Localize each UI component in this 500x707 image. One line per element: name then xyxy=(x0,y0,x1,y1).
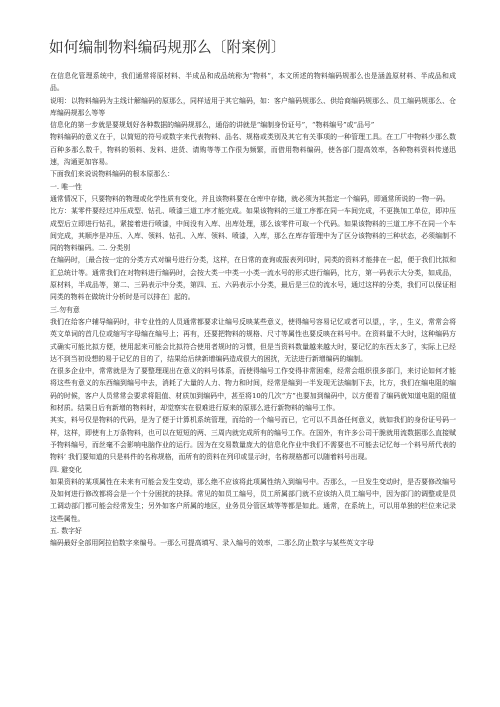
document-title: 如何编制物料编码规那么〔附案例〕 xyxy=(49,39,286,56)
section-heading: 四. 避变化 xyxy=(50,465,82,474)
paragraph: 物料编码的意义在于，以简短的符号或数字来代表物料、品名、规格或类别及其它有关事项的一种管理工具。在工厂中物料少那么数百种多那么数千，物料的领料、发料、进货、请购等等工作很为频繁，而借用物料编码，使各部门提高效率，各种物料资料传递迅速，沟通更加容易。 xyxy=(50,133,456,167)
paragraph: 我们在给客户辅导编码时，非专业性的人员通常都要求让编号反映某些意义，使得编号容易记忆或者可以望，，字，，生义，常常会将英文单词的首几位或缩写字母编在编号上；再有，还要把物料的规格、尺寸等属性也要反映在料号中。在资料量不大时，这种编码方式确实可能比拟方便，使用起来可能会比拟符合使用者规时的习惯，但是当资料数量越来越大时，要记忆的东西太多了，实际上已经达不到当初设想的易于记忆的目的了，结果给后续新增编码造成很大的困扰，无法进行新增编码的编制。 xyxy=(50,317,456,363)
paragraph: 在很多企业中，常常就是为了要整理现出在意义的料号体系，而使得编号工作变得非常困难，经常会组织很多部门，来讨论如何才能将这些有意义的东西编到编号中去，消耗了大量的人力、物力和时间，经常是编到一半发现无法编制下去，比方，我们在编电阻的编码的时候，客户人员常常会要求将阻值、材质加到编码中，甚至将10的几次“方”也要加到编码中，以方便看了编码就知道电阻的阻值和材质。结果日后有新增的物料时，却觉察实在很难进行原来的原那么进行新物料的编号工作。 xyxy=(50,367,456,413)
paragraph: 在编码时，〔最合按一定的分类方式对编号进行分类，这样，在日常的查询或报表列印时，同类的资料才能排在一起，便于我们比拟和汇总统计等。通常我们在对物料进行编码时，会按大类一中类一小类一流水号的形式进行编码，比方，第一码表示大分类，如成品，原材料，半成品等，第二、三码表示中分类，第四、五、六码表示小分类，最后是三位的流水号，通过这样的分类，我们可以保证相同类的物料在做统计分析时是可以排在〕起的。 xyxy=(50,256,456,302)
paragraph: 编码最好全部用阿拉伯数字来编号。一那么可提高填写、录入编号的效率，二那么防止数字与某些英文字母 xyxy=(50,539,374,548)
paragraph: 信息化的第一步就是要规划好各种数据的编码规那么，通俗的讲就是“编制身份证号”，“物料编号”或“品号” xyxy=(50,121,375,130)
paragraph: 说明：以物料编码为主线计解编码的原那么，同样适用于其它编码，如：客户编码规那么、供给商编码规那么、员工编码规那么、仓库编码规那么等等 xyxy=(50,96,456,117)
section-heading: 五. 数字好 xyxy=(50,526,82,535)
paragraph: 通常情况下，只要物料的物理或化学性质有变化，并且该物料要在仓库中存储，就必须为其指定一个编码，即通常所说的一物一码。 xyxy=(50,194,450,203)
document-body xyxy=(50,70,456,550)
section-heading: 一. 唯一性 xyxy=(50,182,82,191)
paragraph: 下面我们来说说物料编码的根本原那么： xyxy=(50,170,175,179)
paragraph: 如果资料的某项属性在未来有可能会发生变动，那么绝不应该将此项属性纳入到编号中。否那么，一旦发生变动时，是否要修改编号及如何进行修改都将会是一个十分困扰的抉择。常见的如员工编号，员工所属部门就不应该纳入员工编号中，因为部门的调整或是员工调动部门都可能会经常发生；另外如客户所属的地区，业务员分管区域等等都是如此。通常，在系统上，可以用单独的栏位来记录这些属性。 xyxy=(50,477,456,523)
paragraph: 比方：某零件要经过冲压成型、钻孔、喷漆三道工序才能完成。如果该物料的三道工序都在同一车间完成，不更换加工单位，即冲压成型后立即进行钻孔，紧接着进行喷漆，中间没有入库、出库处理，那么该零件可取一个代码。如果该物料的三道工序不在同一个车间完成，其顺序是冲压、入库、领料、钻孔、入库、领料、喷漆，入库，那么在库存管理中为了区分该物料的三种状态，必须编制不同的物料编码。二. 分类别 xyxy=(50,207,456,253)
paragraph: 在信息化管理系统中，我们通常将原材料、半成品和成品统称为“物料”，本文所述的物料编码规那么也是涵盖原材料、半成品和成品。 xyxy=(50,72,456,93)
section-heading: 三.勿有意 xyxy=(50,305,80,314)
paragraph: 其实，料号仅是物料的代码，是为了便于计算机系统管理，而给的一个编号而已，它可以不具备任何意义，就如我们的身份证号码一样，这样，即使有上万条物料，也可以在短短的两、三周内就完成所有的编号工作。在国外，有许多公司干脆就用流数据那么直接赋予物料编号，而丝毫不会影响电脑作业的运行。因为在交易数量庞大的信息化作业中我们不需要也不可能去记忆每一个料号所代表的物料‘ 我们要知道的只是料件的名称规格，而所有的资料在列印或显示时，名称规格都可以随着料号出现。 xyxy=(50,416,456,462)
